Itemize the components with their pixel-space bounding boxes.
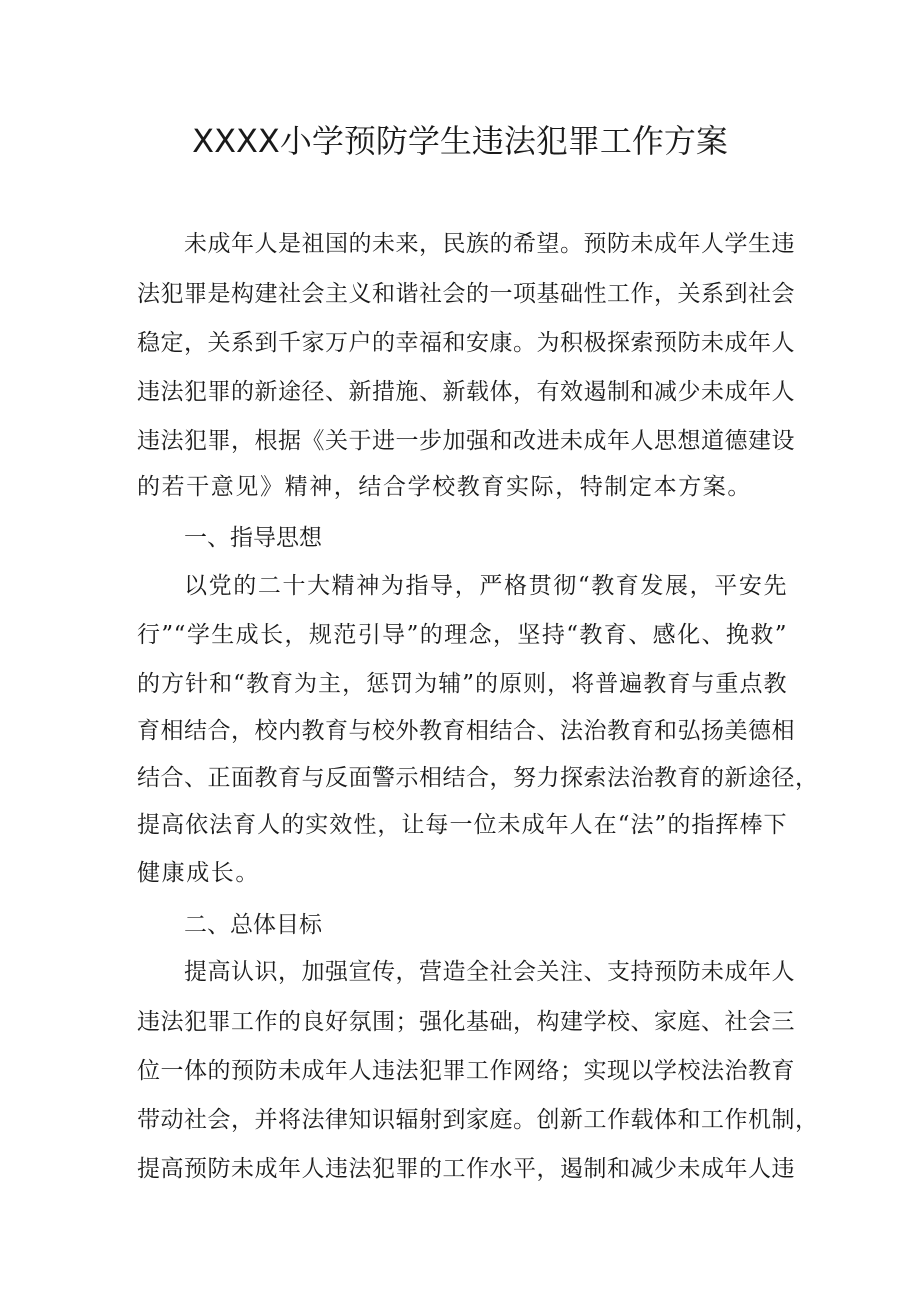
paragraph-line: 行”“学生成长，规范引导”的理念，坚持“教育、感化、挽救” xyxy=(137,622,787,648)
paragraph-line: 带动社会，并将法律知识辐射到家庭。创新工作载体和工作机制， xyxy=(137,1107,819,1133)
paragraph-line: 健康成长。 xyxy=(137,860,260,886)
paragraph-line: 稳定，关系到千家万户的幸福和安康。为积极探索预防未成年人 xyxy=(137,330,795,356)
paragraph-line: 的方针和“教育为主，惩罚为辅”的原则，将普遍教育与重点教 xyxy=(137,671,787,697)
paragraph-line: 育相结合，校内教育与校外教育相结合、法治教育和弘扬美德相 xyxy=(137,718,795,744)
paragraph-line: 违法犯罪，根据《关于进一步加强和改进未成年人思想道德建设 xyxy=(137,428,795,454)
paragraph-line: 未成年人是祖国的未来，民族的希望。预防未成年人学生违 xyxy=(184,231,795,257)
section-heading-guiding-ideology: 一、指导思想 xyxy=(184,525,322,551)
paragraph-line: 的若干意见》精神，结合学校教育实际，特制定本方案。 xyxy=(137,474,752,500)
paragraph-line: 提高预防未成年人违法犯罪的工作水平，遏制和减少未成年人违 xyxy=(137,1156,795,1182)
paragraph-line: 结合、正面教育与反面警示相结合，努力探索法治教育的新途径， xyxy=(137,765,819,791)
section-heading-overall-goals: 二、总体目标 xyxy=(184,912,322,938)
paragraph-line: 提高认识，加强宣传，营造全社会关注、支持预防未成年人 xyxy=(184,959,795,985)
paragraph-line: 以党的二十大精神为指导，严格贯彻“教育发展，平安先 xyxy=(184,573,787,599)
document-title: XXXX小学预防学生违法犯罪工作方案 xyxy=(192,122,728,160)
paragraph-line: 提高依法育人的实效性，让每一位未成年人在“法”的指挥棒下 xyxy=(137,812,787,838)
paragraph-line: 违法犯罪的新途径、新措施、新载体，有效遏制和减少未成年人 xyxy=(137,379,795,405)
paragraph-line: 法犯罪是构建社会主义和谐社会的一项基础性工作，关系到社会 xyxy=(137,281,795,307)
paragraph-line: 位一体的预防未成年人违法犯罪工作网络；实现以学校法治教育 xyxy=(137,1058,795,1084)
paragraph-line: 违法犯罪工作的良好氛围；强化基础，构建学校、家庭、社会三 xyxy=(137,1009,795,1035)
